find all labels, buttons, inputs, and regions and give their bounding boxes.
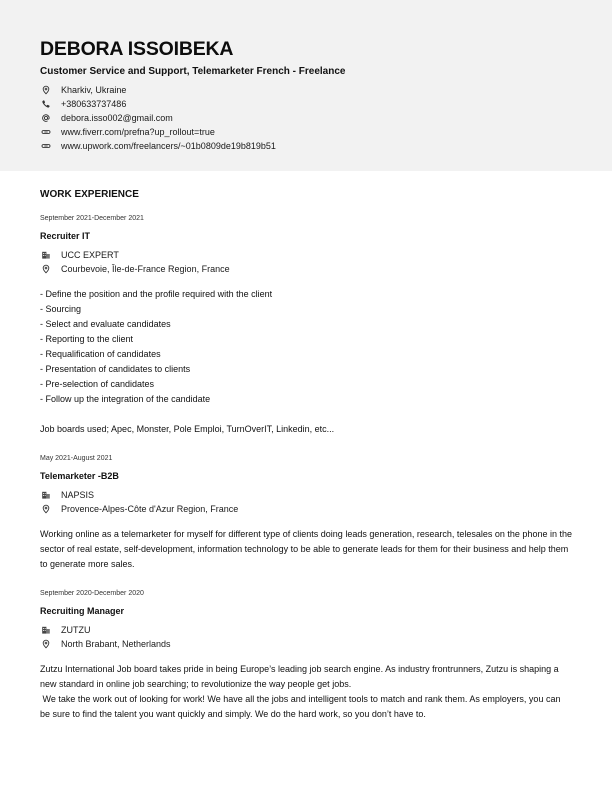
link-icon — [40, 140, 52, 152]
job-location: Provence-Alpes-Côte d'Azur Region, France — [61, 504, 239, 514]
building-icon — [40, 489, 52, 501]
job-dates: September 2021-December 2021 — [40, 215, 144, 222]
location-pin-icon — [40, 503, 52, 515]
job-duty: - Presentation of candidates to clients — [40, 364, 191, 374]
job-company: UCC EXPERT — [61, 250, 119, 260]
job-duty: - Pre-selection of candidates — [40, 379, 155, 389]
job-meta — [40, 248, 572, 276]
job-entry — [40, 454, 572, 572]
building-icon — [40, 624, 52, 636]
contact-phone — [40, 97, 572, 111]
job-duty: - Sourcing — [40, 304, 82, 314]
job-company-row — [40, 248, 572, 262]
blank-line — [40, 407, 572, 422]
work-experience-heading: WORK EXPERIENCE — [40, 189, 139, 200]
job-company-row — [40, 623, 572, 637]
job-dates: May 2021-August 2021 — [40, 455, 113, 462]
resume-content — [0, 171, 612, 722]
contact-email — [40, 111, 572, 125]
job-description — [40, 527, 572, 572]
contact-location-text: Kharkiv, Ukraine — [61, 85, 127, 95]
contact-upwork-text[interactable]: www.upwork.com/freelancers/~01b0809de19b819b51 — [61, 141, 276, 151]
job-dates: September 2020-December 2020 — [40, 590, 144, 597]
resume-header — [0, 0, 612, 171]
location-pin-icon — [40, 84, 52, 96]
job-title: Recruiter IT — [40, 231, 91, 241]
contact-location — [40, 83, 572, 97]
contact-upwork-link — [40, 139, 572, 153]
candidate-name: DEBORA ISSOIBEKA — [40, 38, 234, 60]
contact-list — [40, 83, 572, 153]
at-sign-icon — [40, 112, 52, 124]
building-icon — [40, 249, 52, 261]
job-duty: - Select and evaluate candidates — [40, 319, 171, 329]
job-summary: Working online as a telemarketer for myself for different type of clients doing leads generation, research, telesales on the phone in the sector of real estate, self-development, information technology to be able to generate leads for them for their business and help them to generate more sales. — [40, 529, 572, 569]
candidate-headline: Customer Service and Support, Telemarketer French - Freelance — [40, 66, 346, 77]
job-title: Telemarketer -B2B — [40, 471, 119, 481]
job-duty: - Requalification of candidates — [40, 349, 161, 359]
link-icon — [40, 126, 52, 138]
job-summary: We take the work out of looking for work! We have all the jobs and intelligent tools to match and rank them. As employers, you can be sure to find the talent you want quickly and simply. We do the hard work, so you don’t have to. — [40, 694, 563, 719]
contact-fiverr-text[interactable]: www.fiverr.com/prefna?up_rollout=true — [61, 127, 215, 137]
job-location-row — [40, 262, 572, 276]
job-summary: Zutzu International Job board takes pride in being Europe’s leading job search engine. As industry frontrunners, Zutzu is shaping a new standard in online job searching; to revolutionize the way people get jobs. — [40, 664, 559, 689]
job-duty: - Reporting to the client — [40, 334, 134, 344]
contact-fiverr-link — [40, 125, 572, 139]
contact-email-text[interactable]: debora.isso002@gmail.com — [61, 113, 173, 123]
job-entry — [40, 589, 572, 722]
job-description — [40, 287, 572, 437]
job-company: NAPSIS — [61, 490, 95, 500]
job-location: Courbevoie, Île-de-France Region, France — [61, 264, 230, 274]
job-location: North Brabant, Netherlands — [61, 639, 171, 649]
job-description — [40, 662, 572, 722]
job-location-row — [40, 637, 572, 651]
phone-icon — [40, 98, 52, 110]
job-company-row — [40, 488, 572, 502]
job-location-row — [40, 502, 572, 516]
job-boards-note: Job boards used; Apec, Monster, Pole Emploi, TurnOverIT, Linkedin, etc... — [40, 424, 335, 434]
job-duty: - Follow up the integration of the candidate — [40, 394, 211, 404]
contact-phone-text[interactable]: +380633737486 — [61, 99, 127, 109]
job-duty: - Define the position and the profile required with the client — [40, 289, 273, 299]
job-title: Recruiting Manager — [40, 606, 125, 616]
job-entry — [40, 214, 572, 437]
location-pin-icon — [40, 263, 52, 275]
job-meta — [40, 488, 572, 516]
job-meta — [40, 623, 572, 651]
location-pin-icon — [40, 638, 52, 650]
job-company: ZUTZU — [61, 625, 91, 635]
